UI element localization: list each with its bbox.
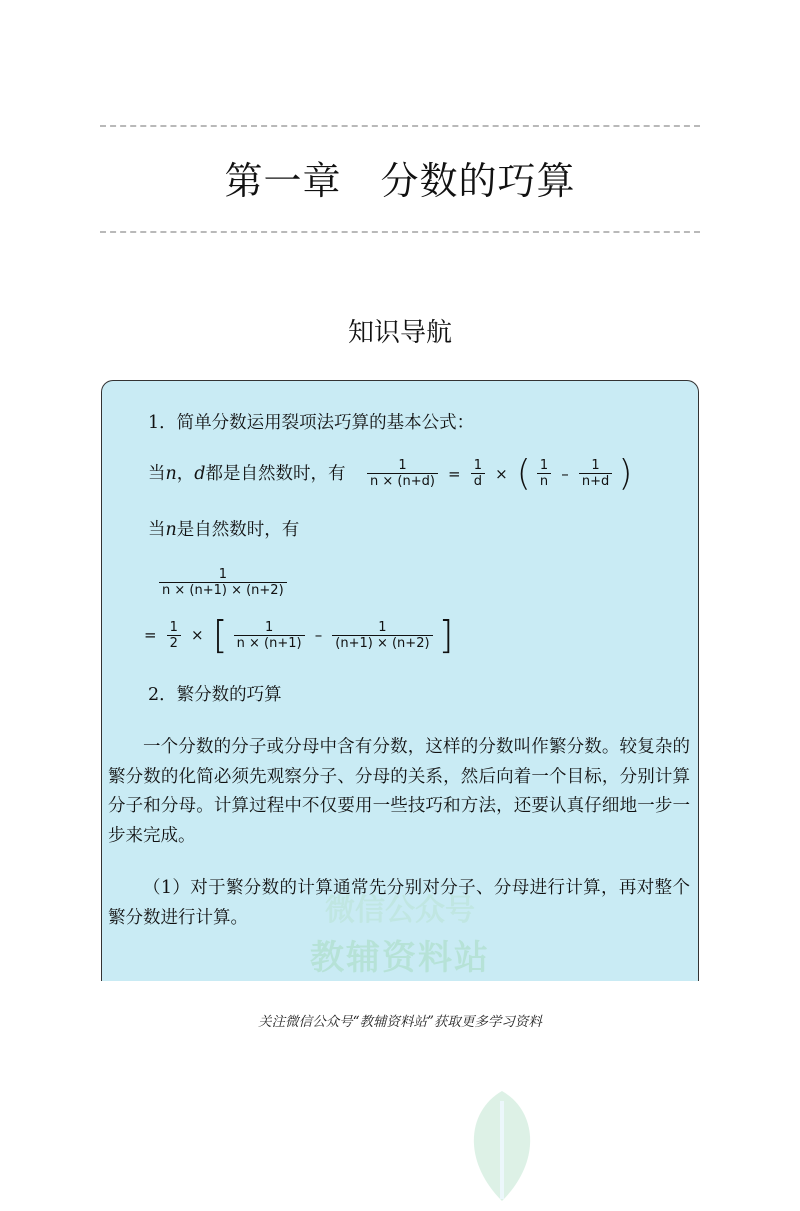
formula-2-first-term: $\frac{1}{n \times (n+1)}$	[234, 620, 305, 651]
watermark-leaf-icon	[442, 1081, 562, 1211]
formula-2-lhs	[158, 567, 288, 598]
bottom-dashed-divider	[100, 231, 700, 233]
paragraph-complex-fraction-rule-1: （1）对于繁分数的计算通常先分别对分子、分母进行计算，再对整个繁分数进行计算。	[108, 878, 690, 928]
item-1-label: 1．简单分数运用裂项法巧算的基本公式：	[148, 413, 475, 433]
formula-1-lhs-fraction: $\frac{1}{n \times (n+d)}$	[367, 458, 438, 489]
section-heading-knowledge-navigation: 知识导航	[347, 318, 452, 348]
formula-2-lead: 当n是自然数时，有	[148, 520, 300, 540]
paragraph-complex-fraction-intro: 一个分数的分子或分母中含有分数，这样的分数叫作繁分数。较复杂的繁分数的化简必须先观察分子、分母的关系，然后向着一个目标，分别计算分子和分母。计算过程中不仅要用一些技巧和方法，还要认真仔细地一步一步来完成。	[108, 737, 690, 846]
formula-1-expression: $\frac{1}{n \times (n+d)}$ = $\frac{1}{d}$ × ( $\frac{1}{n}$ – $\frac{1}{n+d}$ )	[366, 453, 632, 494]
formula-2-second-term: $\frac{1}{(n+1) \times (n+2)}$	[332, 620, 432, 651]
footer-notice: 关注微信公众号“教辅资料站”获取更多学习资料	[258, 1014, 542, 1030]
watermark-text-upper: 微信公众号	[325, 893, 475, 928]
item-2-label: 2．繁分数的巧算	[148, 685, 282, 705]
formula-1-second-term: $\frac{1}{n+d}$	[579, 458, 612, 489]
formula-1-lead: 当n，d都是自然数时，有	[148, 464, 346, 484]
watermark-text: 教辅资料站	[310, 938, 490, 978]
chapter-title: 第一章 分数的巧算	[224, 159, 576, 203]
formula-2-coefficient-fraction: $\frac{1}{2}$	[167, 620, 181, 651]
top-dashed-divider	[100, 125, 700, 127]
formula-2-rhs: = $\frac{1}{2}$ × [ $\frac{1}{n \times (n+1)}$ – $\frac{1}{(n+1) \times (n+2)}$ ]	[144, 613, 454, 657]
formula-1-coefficient-fraction: $\frac{1}{d}$	[471, 458, 485, 489]
formula-2-lhs-fraction: $\frac{1}{n \times (n+1) \times (n+2)}$	[159, 567, 287, 598]
formula-1-first-term: $\frac{1}{n}$	[537, 458, 551, 489]
